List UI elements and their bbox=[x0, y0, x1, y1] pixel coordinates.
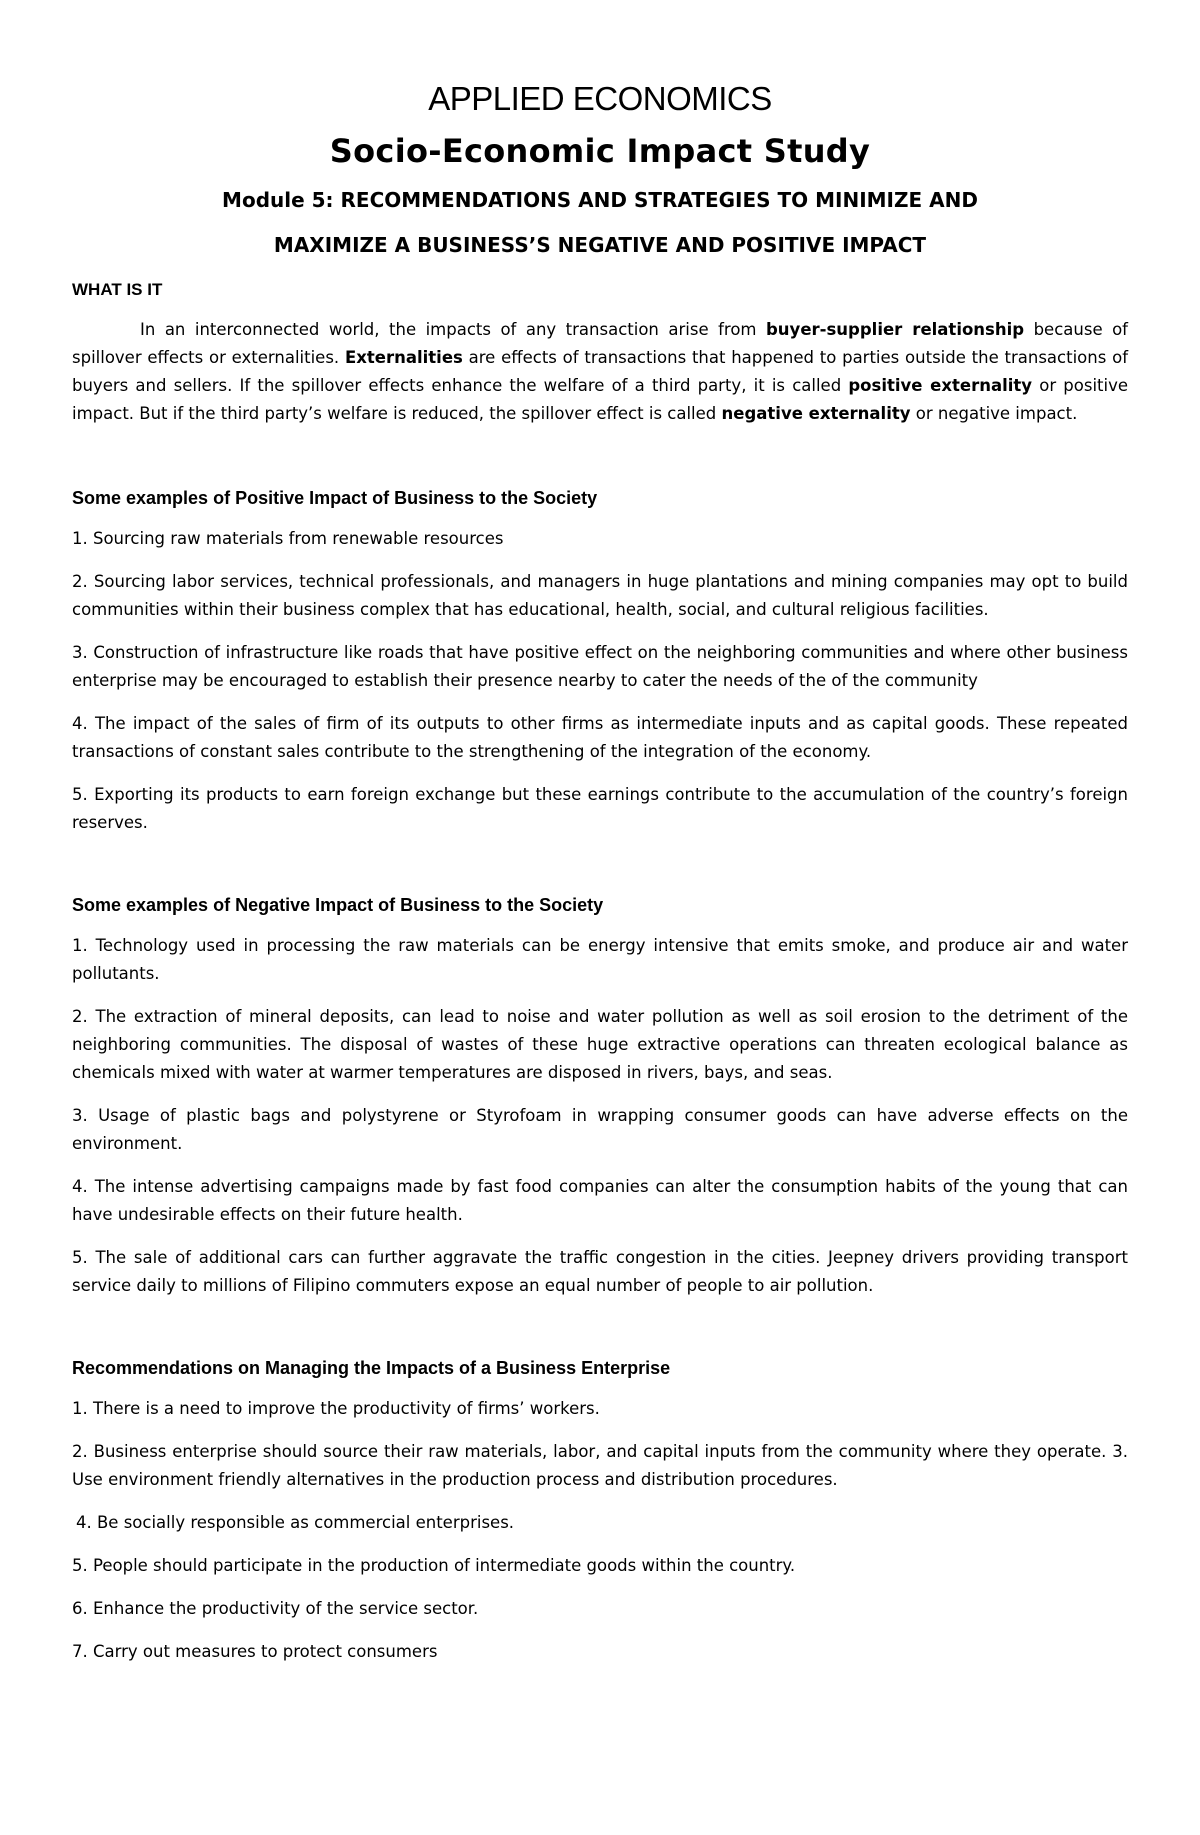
intro-term-negative-externality: negative externality bbox=[721, 404, 911, 423]
recommendation-item: 5. People should participate in the production of intermediate goods within the country. bbox=[72, 1556, 796, 1575]
study-title: Socio-Economic Impact Study bbox=[329, 132, 871, 170]
negative-item: 5. The sale of additional cars can further aggravate the traffic congestion in the cities. Jeepney drivers providing transport service daily to millions of Filipino commuters expose an equal number of people to air pollution. bbox=[72, 1248, 1128, 1295]
module-heading-line-2: MAXIMIZE A BUSINESS’S NEGATIVE AND POSITIVE IMPACT bbox=[273, 233, 927, 257]
positive-item: 1. Sourcing raw materials from renewable resources bbox=[72, 529, 504, 548]
positive-impact-heading: Some examples of Positive Impact of Business to the Society bbox=[72, 488, 598, 508]
intro-text-2: because of spillover effects or externalities. bbox=[72, 320, 1128, 367]
recommendation-item: 7. Carry out measures to protect consumers bbox=[72, 1642, 438, 1661]
positive-item: 3. Construction of infrastructure like roads that have positive effect on the neighboring communities and where other business enterprise may be encouraged to establish their presence nearby to cater the needs of the of the community bbox=[72, 643, 1128, 690]
recommendations-heading: Recommendations on Managing the Impacts of a Business Enterprise bbox=[72, 1358, 671, 1378]
subject-title: APPLIED ECONOMICS bbox=[428, 80, 772, 117]
intro-paragraph bbox=[72, 316, 1128, 428]
recommendation-item: 4. Be socially responsible as commercial enterprises. bbox=[76, 1513, 515, 1532]
negative-impact-heading: Some examples of Negative Impact of Business to the Society bbox=[72, 895, 604, 915]
recommendation-item: 1. There is a need to improve the productivity of firms’ workers. bbox=[72, 1399, 600, 1418]
what-is-it-heading: WHAT IS IT bbox=[72, 280, 163, 299]
intro-text-5: or negative impact. bbox=[910, 404, 1078, 423]
intro-text-3: are effects of transactions that happened to parties outside the transactions of buyers and sellers. If the spillover effects enhance the welfare of a third party, it is called bbox=[72, 348, 1128, 395]
module-heading bbox=[72, 178, 1128, 268]
intro-text-1: In an interconnected world, the impacts of any transaction arise from bbox=[140, 320, 766, 339]
intro-text-4: or positive impact. But if the third party’s welfare is reduced, the spillover effect is called bbox=[72, 376, 1129, 423]
recommendation-item: 2. Business enterprise should source their raw materials, labor, and capital inputs from the community where they operate. 3. Use environment friendly alternatives in the production process and distribution procedures. bbox=[72, 1442, 1128, 1489]
positive-item: 2. Sourcing labor services, technical professionals, and managers in huge plantations and mining companies may opt to build communities within their business complex that has educational, health, social, and cultural religious facilities. bbox=[72, 572, 1128, 619]
intro-term-positive-externality: positive externality bbox=[848, 376, 1033, 395]
recommendation-item: 6. Enhance the productivity of the service sector. bbox=[72, 1599, 479, 1618]
module-heading-line-1: Module 5: RECOMMENDATIONS AND STRATEGIES TO MINIMIZE AND bbox=[222, 188, 978, 212]
negative-item: 3. Usage of plastic bags and polystyrene or Styrofoam in wrapping consumer goods can have adverse effects on the environment. bbox=[72, 1106, 1128, 1153]
positive-item: 5. Exporting its products to earn foreign exchange but these earnings contribute to the accumulation of the country’s foreign reserves. bbox=[72, 785, 1128, 832]
negative-item: 4. The intense advertising campaigns made by fast food companies can alter the consumption habits of the young that can have undesirable effects on their future health. bbox=[72, 1177, 1128, 1224]
intro-term-buyer-supplier: buyer-supplier relationship bbox=[766, 320, 1025, 339]
negative-item: 1. Technology used in processing the raw materials can be energy intensive that emits smoke, and produce air and water pollutants. bbox=[72, 936, 1128, 983]
intro-term-externalities: Externalities bbox=[344, 348, 463, 367]
positive-item: 4. The impact of the sales of firm of its outputs to other firms as intermediate inputs and as capital goods. These repeated transactions of constant sales contribute to the strengthening of the integration of the economy. bbox=[72, 714, 1128, 761]
negative-item: 2. The extraction of mineral deposits, can lead to noise and water pollution as well as soil erosion to the detriment of the neighboring communities. The disposal of wastes of these huge extractive operations can threaten ecological balance as chemicals mixed with water at warmer temperatures are disposed in rivers, bays, and seas. bbox=[72, 1007, 1128, 1082]
